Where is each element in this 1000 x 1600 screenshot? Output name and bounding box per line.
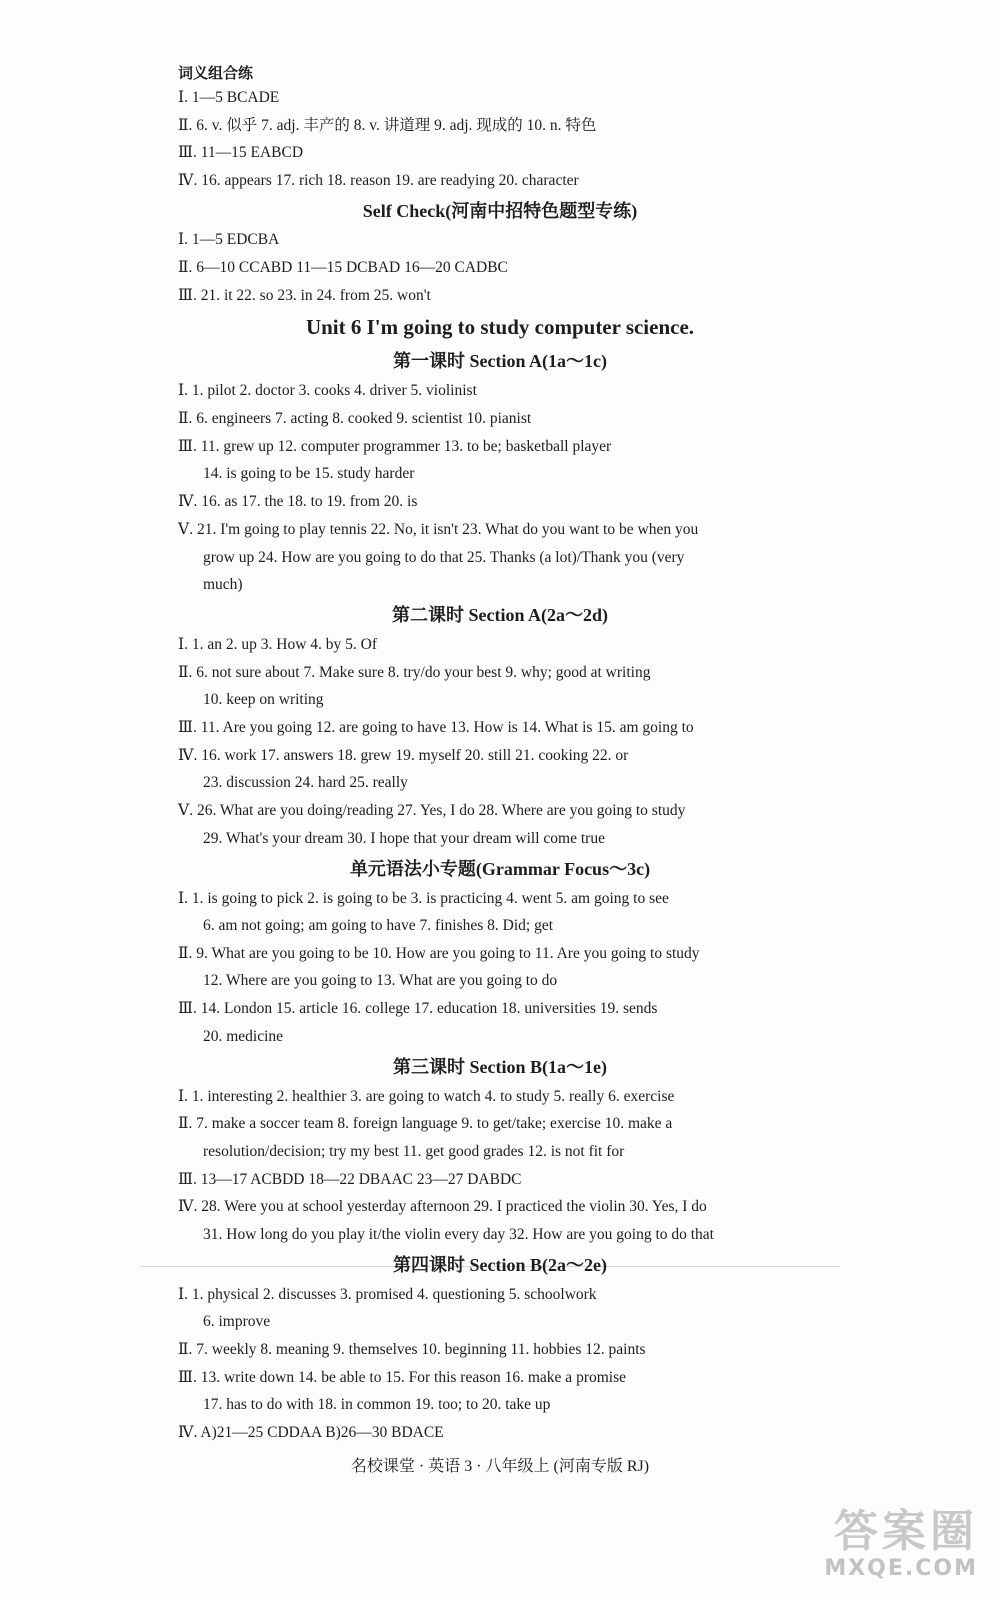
page-footer: 名校课堂 · 英语 3 · 八年级上 (河南专版 RJ): [350, 1458, 650, 1475]
answer-line: Ⅲ. 14. London 15. article 16. college 17. education 18. universities 19. sends: [178, 1000, 658, 1017]
answer-line: 6. improve: [203, 1313, 271, 1330]
answer-line: 31. How long do you play it/the violin every day 32. How are you going to do that: [203, 1226, 714, 1243]
section-title: 第一课时 Section A(1a～1c): [393, 351, 607, 371]
answer-line: Ⅲ. 11. Are you going 12. are going to have 13. How is 14. What is 15. am going to: [178, 719, 694, 736]
answer-line: Ⅲ. 13—17 ACBDD 18—22 DBAAC 23—27 DABDC: [178, 1171, 522, 1188]
answer-line: Ⅱ. 7. weekly 8. meaning 9. themselves 10. beginning 11. hobbies 12. paints: [178, 1341, 646, 1358]
unit-title: Unit 6 I'm going to study computer science.: [305, 315, 695, 339]
answer-line: Ⅲ. 13. write down 14. be able to 15. For this reason 16. make a promise: [178, 1369, 627, 1386]
answer-line: Ⅴ. 21. I'm going to play tennis 22. No, it isn't 23. What do you want to be when you: [178, 521, 699, 538]
answer-line: Ⅱ. 6. v. 似乎 7. adj. 丰产的 8. v. 讲道理 9. adj. 现成的 10. n. 特色: [178, 117, 597, 134]
answer-line: Ⅲ. 11. grew up 12. computer programmer 13. to be; basketball player: [178, 438, 612, 455]
answer-line: 14. is going to be 15. study harder: [203, 465, 415, 482]
answer-line: Ⅴ. 26. What are you doing/reading 27. Yes, I do 28. Where are you going to study: [178, 802, 686, 819]
answer-line: Ⅱ. 6—10 CCABD 11—15 DCBAD 16—20 CADBC: [178, 259, 508, 276]
section-title: 第二课时 Section A(2a～2d): [392, 605, 608, 625]
watermark-logo: [824, 1508, 978, 1582]
answer-line: Ⅳ. 16. as 17. the 18. to 19. from 20. is: [178, 493, 418, 510]
answer-line: 12. Where are you going to 13. What are you going to do: [203, 972, 558, 989]
answer-line: Ⅰ. 1. pilot 2. doctor 3. cooks 4. driver 5. violinist: [178, 382, 477, 399]
watermark-top: 答案圈: [834, 1506, 978, 1557]
section-heading: 词义组合练: [178, 66, 254, 82]
answer-line: Ⅰ. 1. physical 2. discusses 3. promised 4. questioning 5. schoolwork: [178, 1286, 597, 1303]
answer-line: Ⅲ. 11—15 EABCD: [178, 144, 304, 161]
section-title: 单元语法小专题(Grammar Focus～3c): [349, 859, 651, 879]
answer-line: 20. medicine: [203, 1028, 284, 1045]
answer-line: Ⅳ. 28. Were you at school yesterday afternoon 29. I practiced the violin 30. Yes, I do: [178, 1198, 707, 1215]
answer-line: Ⅱ. 9. What are you going to be 10. How are you going to 11. Are you going to study: [178, 945, 700, 962]
answer-line: Ⅰ. 1—5 BCADE: [178, 89, 280, 106]
section-title: 第三课时 Section B(1a～1e): [393, 1057, 607, 1077]
watermark-bottom: MXQE.COM: [824, 1556, 978, 1581]
answer-line: Ⅱ. 6. not sure about 7. Make sure 8. try/do your best 9. why; good at writing: [178, 664, 651, 681]
answer-line: grow up 24. How are you going to do that 25. Thanks (a lot)/Thank you (very: [203, 549, 685, 566]
section-title: 第四课时 Section B(2a～2e): [393, 1255, 607, 1275]
answer-line: 6. am not going; am going to have 7. finishes 8. Did; get: [203, 917, 553, 934]
answer-line: Ⅰ. 1. interesting 2. healthier 3. are going to watch 4. to study 5. really 6. exercise: [178, 1088, 675, 1105]
section-title: Self Check(河南中招特色题型专练): [362, 201, 638, 221]
answer-line: much): [203, 576, 243, 593]
answer-line: 17. has to do with 18. in common 19. too; to 20. take up: [203, 1396, 551, 1413]
answer-line: Ⅰ. 1. an 2. up 3. How 4. by 5. Of: [178, 636, 377, 653]
answer-line: Ⅲ. 21. it 22. so 23. in 24. from 25. won't: [178, 287, 431, 304]
answer-line: Ⅰ. 1—5 EDCBA: [178, 231, 280, 248]
answer-line: Ⅱ. 7. make a soccer team 8. foreign language 9. to get/take; exercise 10. make a: [178, 1115, 673, 1132]
answer-line: Ⅳ. A)21—25 CDDAA B)26—30 BDACE: [178, 1424, 444, 1441]
answer-line: resolution/decision; try my best 11. get good grades 12. is not fit for: [203, 1143, 625, 1160]
answer-line: Ⅳ. 16. work 17. answers 18. grew 19. myself 20. still 21. cooking 22. or: [178, 747, 629, 764]
answer-line: 29. What's your dream 30. I hope that your dream will come true: [203, 830, 605, 847]
answer-line: 23. discussion 24. hard 25. really: [203, 774, 408, 791]
answer-line: Ⅳ. 16. appears 17. rich 18. reason 19. are readying 20. character: [178, 172, 579, 189]
answer-line: 10. keep on writing: [203, 691, 324, 708]
answer-line: Ⅱ. 6. engineers 7. acting 8. cooked 9. scientist 10. pianist: [178, 410, 532, 427]
answer-line: Ⅰ. 1. is going to pick 2. is going to be 3. is practicing 4. went 5. am going to see: [178, 890, 669, 907]
